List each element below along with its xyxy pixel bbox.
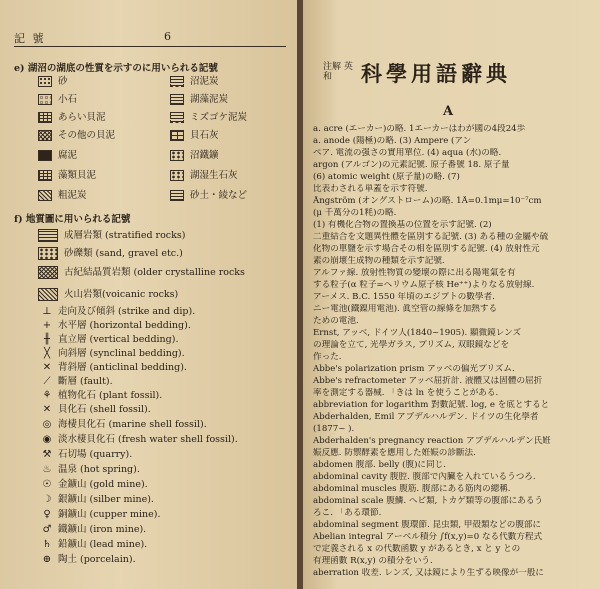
mud-sand-pattern-icon bbox=[170, 76, 184, 87]
lead-mine-icon: ♄ bbox=[42, 539, 52, 550]
clay-pattern-icon bbox=[170, 190, 184, 201]
plant-fossil-icon: ⚘ bbox=[42, 390, 52, 401]
dictionary-entry-line: アーメス. B.C. 1550 年頃のエジプトの數學者. bbox=[313, 292, 495, 302]
legend-item: あらい貝泥 bbox=[38, 112, 106, 124]
gold-mine-icon: ☉ bbox=[42, 479, 52, 490]
fault-icon: ⟋ bbox=[43, 376, 51, 387]
legend-item: 砂礫類 (sand, gravel etc.) bbox=[38, 247, 183, 260]
dictionary-entry-line: Ångström (オングストローム)の略. 1Å=0.1mμ=10⁻⁷cm bbox=[313, 196, 542, 206]
algae-calc-pattern-icon bbox=[38, 170, 52, 181]
dictionary-entry-line: 娠反應. 防禦酵素を應用した姙娠の診斷法. bbox=[313, 448, 476, 458]
dictionary-entry-line: Abbe's polarization prism アッベの偏光プリズム. bbox=[313, 364, 515, 374]
bog-iron-pattern-icon bbox=[170, 150, 184, 161]
iron-mine-icon: ♂ bbox=[42, 524, 52, 535]
legend-item: 藻類貝泥 bbox=[38, 170, 96, 182]
legend-item: ☉ 金鑛山 (gold mine). bbox=[38, 479, 148, 491]
section-letter: A bbox=[443, 104, 454, 119]
dictionary-entry-line: Abelian integral アーベル積分 ∫f(x,y)=0 なる代數方程式 bbox=[313, 532, 543, 542]
dictionary-entry-line: (6) atomic weight (原子量)の略. (7) bbox=[313, 172, 460, 182]
legend-item: 小石 bbox=[38, 94, 77, 106]
fresh-water-shell-fossil-icon: ◉ bbox=[42, 434, 52, 445]
legend-item: ◉ 淡水棲貝化石 (fresh water shell fossil). bbox=[38, 434, 238, 446]
dictionary-title: 科學用語辭典 bbox=[361, 61, 511, 86]
legend-item: ☽ 銀鑛山 (silber mine). bbox=[38, 494, 154, 506]
sand-gravel-icon bbox=[38, 247, 58, 260]
dictionary-entry-line: 有理函數 R(x,y) の積分をいう. bbox=[313, 556, 433, 566]
page-number: 6 bbox=[164, 30, 173, 43]
volcanic-rocks-icon bbox=[38, 288, 58, 301]
legend-item: ♄ 鉛鑛山 (lead mine). bbox=[38, 539, 147, 551]
legend-item: ⊥ 走向及び傾斜 (strike and dip). bbox=[38, 306, 195, 318]
legend-item: 砂土・綾など bbox=[170, 190, 247, 202]
dictionary-entry-line: (1) 有機化合物の置換基の位置を示す記號. (2) bbox=[313, 220, 492, 230]
dictionary-entry-line: Ernst, アッベ, ドイツ人(1840~1905). 顯微鏡レンズ bbox=[313, 328, 522, 338]
dictionary-entry-line: 率を測定する器械. 「きは ln を使うことがある. bbox=[313, 388, 499, 398]
dictionary-entry-line: Abderhalden's pregnancy reaction アブデルハルデン氏姙 bbox=[313, 436, 551, 446]
legend-item: ✕ 背斜層 (anticlinal bedding). bbox=[38, 362, 187, 374]
legend-item: 湖藻泥炭 bbox=[170, 94, 228, 106]
dictionary-entry-line: ペア. 電流の强さの實用單位. (4) aqua (水)の略. bbox=[313, 148, 502, 158]
left-page-header bbox=[14, 30, 173, 46]
title-subtitle: 注解 英和 bbox=[323, 62, 353, 82]
dictionary-entry-line: Abderhalden, Emil アブデルハルデン. ドイツの生化學者 bbox=[313, 412, 539, 422]
moss-pattern-icon bbox=[170, 112, 184, 123]
shell-fossil-icon: ✕ bbox=[42, 404, 52, 415]
dictionary-entry-line: 二重結合を文題異性體を區別する記號. (3) ある種の金屬や硫 bbox=[313, 232, 549, 242]
left-page bbox=[0, 0, 297, 589]
dictionary-entry-line: abbreviation for logarithm 對數記號. log, e を底とすると bbox=[313, 400, 550, 410]
dictionary-entry-line: アルファ線. 放射性物質の變壞の際に出る陽電氣を有 bbox=[313, 268, 516, 278]
legend-item: 古紀結晶質岩類 (older crystalline rocks bbox=[38, 266, 245, 279]
anticlinal-bedding-icon: ✕ bbox=[42, 362, 52, 373]
legend-item: 火山岩類(voicanic rocks) bbox=[38, 288, 178, 301]
marine-shell-fossil-icon: ◎ bbox=[42, 419, 52, 430]
legend-item: 成層岩類 (stratified rocks) bbox=[38, 229, 185, 242]
rotten-mud-pattern-icon bbox=[38, 150, 52, 161]
coarse-mud-pattern-icon bbox=[38, 190, 52, 201]
dictionary-entry-line: abdominal scale 腹鱗. ヘビ類, トカゲ類等の腹部にあるう bbox=[313, 496, 544, 506]
dictionary-entry-line: abdominal cavity 腹腔. 腹部で內臟を入れているうつろ. bbox=[313, 472, 536, 482]
coarse-calc-pattern-icon bbox=[38, 112, 52, 123]
shell-lime-pattern-icon bbox=[170, 130, 184, 141]
dictionary-entry-line: argon (アルゴン)の元素記號. 原子番號 18. 原子量 bbox=[313, 160, 510, 170]
quarry-icon: ⚒ bbox=[42, 449, 52, 460]
header-rule bbox=[14, 46, 286, 47]
legend-item: ✕ 貝化石 (shell fossil). bbox=[38, 404, 151, 416]
dictionary-entry-line: する粒子(α 粒子=ヘリウム原子核 He⁺⁺)よりなる放射線. bbox=[313, 280, 535, 290]
legend-item: ⚘ 植物化石 (plant fossil). bbox=[38, 390, 162, 402]
legend-item: + 水平層 (horizontal bedding). bbox=[38, 320, 191, 332]
legend-item: 砂 bbox=[38, 76, 68, 88]
dictionary-entry-line: a. acre (エーカー)の略. 1エーカーはわが國の4段24歩 bbox=[313, 124, 526, 134]
stratified-rocks-icon bbox=[38, 229, 58, 242]
legend-item: 沼鐵鑛 bbox=[170, 150, 219, 162]
dictionary-entry-line: a. anode (陽極)の略. (3) Ampere (アン bbox=[313, 136, 472, 146]
legend-item: ◎ 海棲貝化石 (marine shell fossil). bbox=[38, 419, 207, 431]
dictionary-entry-line: aberration 收差. レンズ, 又は鏡により生ずる映像が一般に bbox=[313, 568, 545, 578]
dictionary-entry-line: Abbe's refractometer アッベ屈折計. 液體又は固體の屈折 bbox=[313, 376, 543, 386]
legend-item: ♨ 温泉 (hot spring). bbox=[38, 464, 140, 476]
dictionary-entry-line: ための電池. bbox=[313, 316, 359, 326]
older-crystalline-icon bbox=[38, 266, 58, 279]
dictionary-entry-line: ろこ. 「ある環節. bbox=[313, 508, 382, 518]
dictionary-entry-line: 素の崩壞生成物の種類を示す記號. bbox=[313, 256, 445, 266]
horizontal-bedding-icon: + bbox=[42, 320, 52, 331]
legend-item: 沼泥炭 bbox=[170, 76, 219, 88]
strike-dip-icon: ⊥ bbox=[42, 306, 52, 317]
legend-item: その他の貝泥 bbox=[38, 130, 115, 142]
dictionary-entry-line: 化物の單鹽を示す場合その相を區別する記號. (4) 放射性元 bbox=[313, 244, 540, 254]
section-e-heading: e) 湖沼の湖底の性質を示すのに用いられる記號 bbox=[14, 63, 218, 74]
legend-item: ╳ 向斜層 (synclinal bedding). bbox=[38, 348, 185, 360]
copper-mine-icon: ♀ bbox=[43, 509, 51, 520]
dictionary-entry-line: abdominal segment 腹環節. 昆虫類, 甲殻類などの腹部に bbox=[313, 520, 542, 530]
header-title: 記 號 bbox=[14, 32, 46, 45]
legend-item: ♀ 銅鑛山 (cupper mine). bbox=[38, 509, 161, 521]
porcelain-icon: ⊕ bbox=[42, 554, 52, 565]
dictionary-entry-line: 作った. bbox=[313, 352, 342, 362]
legend-item: ⟋ 斷層 (fault). bbox=[38, 376, 113, 388]
synclinal-bedding-icon: ╳ bbox=[43, 348, 51, 359]
dictionary-entry-line: (μ 千萬分の1粍)の略. bbox=[313, 208, 397, 218]
other-calc-pattern-icon bbox=[38, 130, 52, 141]
dictionary-entry-line: abdominal muscles 腹筋. 腹部にある筋肉の總稱. bbox=[313, 484, 511, 494]
lake-mud-pattern-icon bbox=[170, 94, 184, 105]
legend-item: 腐泥 bbox=[38, 150, 77, 162]
silver-mine-icon: ☽ bbox=[42, 494, 52, 505]
dictionary-entry-line: で定義される x の代數函數 y があるとき, x と y との bbox=[313, 544, 521, 554]
vertical-bedding-icon: ╫ bbox=[43, 334, 51, 345]
legend-item: ⊕ 陶土 (porcelain). bbox=[38, 554, 136, 566]
dictionary-entry-line: ニー電池(鐵鎳用電池). 眞空管の線條を加熱する bbox=[313, 304, 498, 314]
dictionary-entry-line: 比表わされる単蓋を示す符號. bbox=[313, 184, 428, 194]
dictionary-entry-line: の理論を立て, 光學ガラス, プリズム, 双眼鏡などを bbox=[313, 340, 510, 350]
legend-item: 湖湿生石灰 bbox=[170, 170, 238, 182]
diatom-pattern-icon bbox=[170, 170, 184, 181]
dictionary-entry-line: (1877~ ). bbox=[313, 424, 355, 434]
dictionary-entry-line: abdomen 腹部. belly (腹)に同じ. bbox=[313, 460, 446, 470]
pebble-pattern-icon bbox=[38, 94, 52, 105]
legend-item: 粗泥炭 bbox=[38, 190, 87, 202]
legend-item: 貝石灰 bbox=[170, 130, 219, 142]
section-f-heading: f) 地質圖に用いられる記號 bbox=[14, 214, 131, 225]
legend-item: ⚒ 石切場 (quarry). bbox=[38, 449, 132, 461]
right-page bbox=[303, 0, 600, 589]
hot-spring-icon: ♨ bbox=[42, 464, 52, 475]
sand-pattern-icon bbox=[38, 76, 52, 87]
legend-item: ミズゴケ泥炭 bbox=[170, 112, 247, 124]
legend-item: ♂ 鐵鑛山 (iron mine). bbox=[38, 524, 146, 536]
legend-item: ╫ 直立層 (vertical bedding). bbox=[38, 334, 179, 346]
